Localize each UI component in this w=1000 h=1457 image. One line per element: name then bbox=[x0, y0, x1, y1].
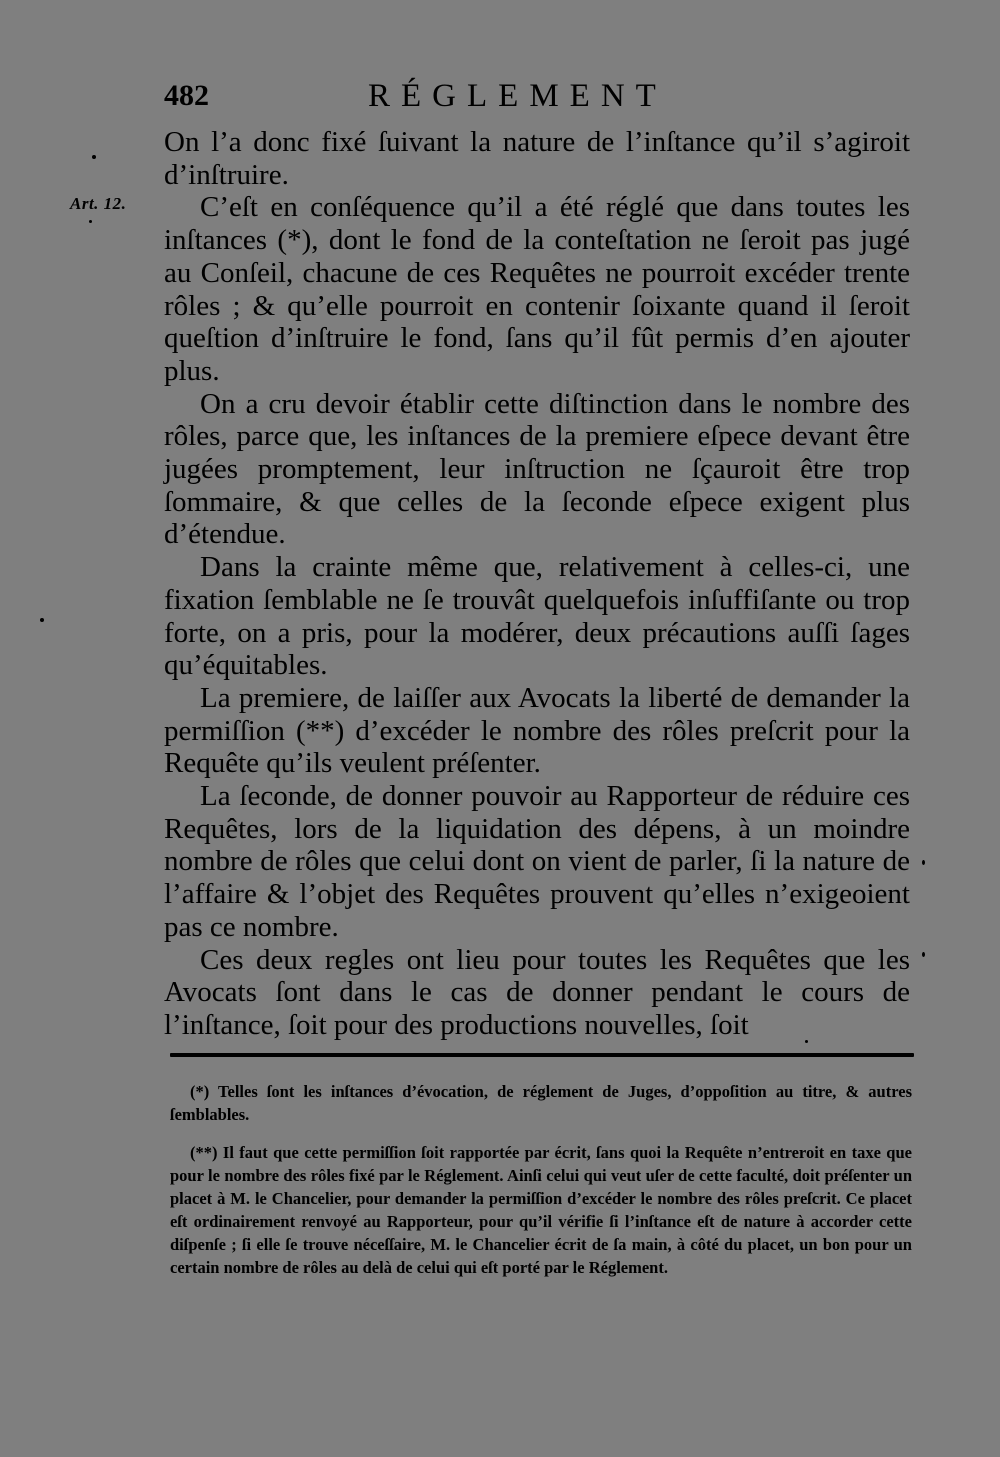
running-title: RÉGLEMENT bbox=[368, 78, 667, 114]
scan-speck bbox=[805, 1040, 808, 1043]
paragraph: La ſeconde, de donner pouvoir au Rapporteur de réduire ces Requêtes, lors de la liquidation des dépens, à un moindre nombre de rôles que celui dont on vient de parler, ſi la nature de l’affaire & l’objet des Requêtes prouvent qu’elles n’exigeoient pas ce nombre. bbox=[164, 780, 910, 943]
article-margin-note: Art. 12. bbox=[70, 194, 127, 213]
paragraph: La premiere, de laiſſer aux Avocats la liberté de demander la permiſſion (**) d’excéder le nombre des rôles preſcrit pour la Requête qu’ils veulent préſenter. bbox=[164, 681, 910, 780]
footnote: (**) Il faut que cette permiſſion ſoit rapportée par écrit, ſans quoi la Requête n’entreroit en taxe que pour le nombre des rôles fixé par le Réglement. Ainſi celui qui veut uſer de cette faculté, doit préſenter un placet à M. le Chancelier, pour demander la permiſſion d’excéder le nombre des rôles preſcrit. Ce placet eſt ordinairement renvoyé au Rapporteur, pour qu’il vérifie ſi l’inſtance eſt de nature à accorder cette diſpenſe ; ſi elle ſe trouve néceſſaire, M. le Chancelier écrit de ſa main, à côté du placet, un bon pour un certain nombre de rôles au delà de celui qui eſt porté par le Réglement. bbox=[170, 1143, 912, 1277]
scan-speck bbox=[922, 952, 925, 957]
footnote-divider bbox=[170, 1053, 914, 1057]
paragraph: C’eſt en conſéquence qu’il a été réglé que dans toutes les inſtances (*), dont le fond de la conteſtation ne ſeroit pas jugé au Conſeil, chacune de ces Requêtes ne pourroit excéder trente rôles ; & qu’elle pourroit en contenir ſoixante quand il ſeroit queſtion d’inſtruire le fond, ſans qu’il fût permis d’en ajouter plus. bbox=[164, 191, 910, 387]
paragraph: Dans la crainte même que, relativement à celles-ci, une fixation ſemblable ne ſe trouvât quelquefois inſuffiſante ou trop forte, on a pris, pour la modérer, deux précautions auſſi ſages qu’équitables. bbox=[164, 551, 910, 682]
footnote: (*) Telles ſont les inſtances d’évocation, de réglement de Juges, d’oppoſition au titre, & autres ſemblables. bbox=[170, 1082, 912, 1124]
scan-speck bbox=[92, 155, 96, 159]
scan-speck bbox=[40, 618, 44, 622]
footnotes bbox=[170, 1080, 912, 1279]
page-number: 482 bbox=[164, 79, 209, 112]
scan-speck bbox=[89, 220, 92, 223]
paragraph: On a cru devoir établir cette diſtinction dans le nombre des rôles, parce que, les inſtances de la premiere eſpece devant être jugées promptement, leur inſtruction ne ſçauroit être trop ſommaire, & que celles de la ſeconde eſpece exigent plus d’étendue. bbox=[164, 387, 910, 551]
body-text bbox=[164, 126, 910, 1042]
paragraph: Ces deux regles ont lieu pour toutes les Requêtes que les Avocats ſont dans le cas de donner pendant le cours de l’inſtance, ſoit pour des productions nouvelles, ſoit bbox=[164, 943, 910, 1041]
scan-speck bbox=[922, 860, 925, 865]
paragraph: On l’a donc fixé ſuivant la nature de l’inſtance qu’il s’agiroit d’inſtruire. bbox=[164, 126, 910, 191]
